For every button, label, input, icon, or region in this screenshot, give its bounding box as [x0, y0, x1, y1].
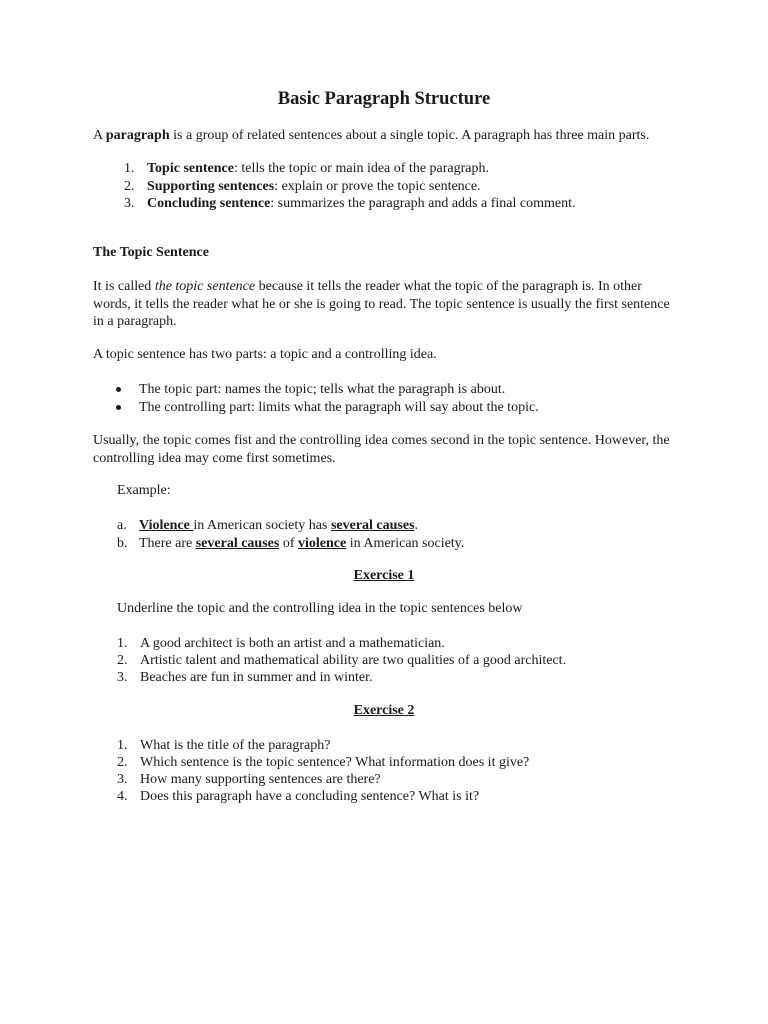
item-number: 3.	[117, 670, 128, 685]
example-text: There are	[139, 535, 196, 551]
item-number: b.	[117, 535, 128, 551]
exercise-1-instruction: Underline the topic and the controlling idea in the topic sentences below	[117, 601, 523, 616]
example-item	[117, 535, 464, 553]
list-item	[124, 160, 575, 178]
intro-paragraph	[93, 127, 683, 145]
item-number: 1.	[124, 161, 135, 176]
topic-sentence-paragraph	[93, 278, 683, 331]
para1-italic: the topic sentence	[154, 279, 256, 294]
item-number: 2.	[117, 653, 128, 668]
bullet-icon	[116, 405, 121, 410]
list-item	[124, 178, 575, 196]
item-text: What is the title of the paragraph?	[140, 738, 331, 753]
exercise-1-list	[117, 635, 566, 686]
item-text: How many supporting sentences are there?	[140, 772, 381, 787]
item-text: A good architect is both an artist and a mathematician.	[140, 636, 445, 651]
item-desc: : summarizes the paragraph and adds a final comment.	[270, 196, 576, 211]
item-number: 1.	[117, 738, 128, 753]
list-item	[117, 737, 529, 754]
underlined-topic: violence	[298, 535, 347, 551]
example-text: in American society.	[346, 535, 465, 551]
item-text: Does this paragraph have a concluding sentence? What is it?	[140, 789, 480, 804]
list-item	[117, 669, 566, 686]
item-text: Artistic talent and mathematical ability are two qualities of a good architect.	[140, 653, 567, 668]
example-item	[117, 517, 464, 535]
item-number: 2.	[124, 178, 135, 194]
list-item	[117, 652, 566, 669]
exercise-2-list	[117, 737, 529, 805]
item-number: 4.	[117, 789, 128, 804]
example-text: .	[414, 518, 419, 533]
item-number: a.	[117, 518, 127, 533]
intro-term: paragraph	[105, 128, 170, 143]
bullet-item	[114, 381, 539, 399]
item-term: Topic sentence	[147, 161, 234, 176]
para1-prefix: It is called	[93, 279, 155, 294]
example-text: in American society has	[193, 518, 331, 533]
item-term: Concluding sentence	[147, 196, 271, 211]
item-term: Supporting sentences	[147, 178, 275, 194]
underlined-controlling-idea: several causes	[330, 518, 415, 533]
page-title: Basic Paragraph Structure	[277, 89, 491, 109]
item-desc: : tells the topic or main idea of the paragraph.	[233, 161, 490, 176]
underlined-controlling-idea: several causes	[195, 535, 280, 551]
bullet-icon	[116, 387, 121, 392]
intro-rest: is a group of related sentences about a single topic. A paragraph has three main parts.	[169, 128, 650, 143]
list-item	[117, 788, 529, 805]
bullet-text: The topic part: names the topic; tells what the paragraph is about.	[139, 382, 506, 397]
exercise-2-heading: Exercise 2	[353, 703, 415, 718]
list-item	[117, 635, 566, 652]
item-number: 2.	[117, 755, 128, 770]
item-number: 1.	[117, 636, 128, 651]
list-item	[124, 195, 575, 213]
item-number: 3.	[117, 772, 128, 787]
item-text: Beaches are fun in summer and in winter.	[140, 670, 373, 685]
example-label: Example:	[117, 483, 171, 498]
item-text: Which sentence is the topic sentence? What information does it give?	[140, 755, 530, 770]
intro-prefix: A	[93, 128, 106, 143]
topic-parts-bullets	[114, 381, 539, 416]
item-desc: : explain or prove the topic sentence.	[274, 178, 481, 194]
list-item	[117, 771, 529, 788]
list-item	[117, 754, 529, 771]
bullet-text: The controlling part: limits what the paragraph will say about the topic.	[139, 399, 539, 415]
example-text: of	[279, 535, 298, 551]
bullet-item	[114, 399, 539, 417]
paragraph-parts-list	[124, 160, 575, 213]
underlined-topic: Violence	[139, 518, 194, 533]
topic-sentence-heading: The Topic Sentence	[93, 245, 209, 260]
order-paragraph: Usually, the topic comes fist and the controlling idea comes second in the topic sentence. However, the controlling idea may come first sometimes.	[93, 433, 670, 466]
exercise-1-heading: Exercise 1	[353, 568, 415, 583]
para1-rest: because it tells the reader what the topic of the paragraph is. In other words, it tells the reader what he or she is going to read. The topic sentence is usually the first sentence in a paragraph.	[93, 279, 670, 329]
two-parts-paragraph: A topic sentence has two parts: a topic and a controlling idea.	[93, 347, 437, 362]
item-number: 3.	[124, 196, 135, 211]
example-list	[117, 517, 464, 552]
